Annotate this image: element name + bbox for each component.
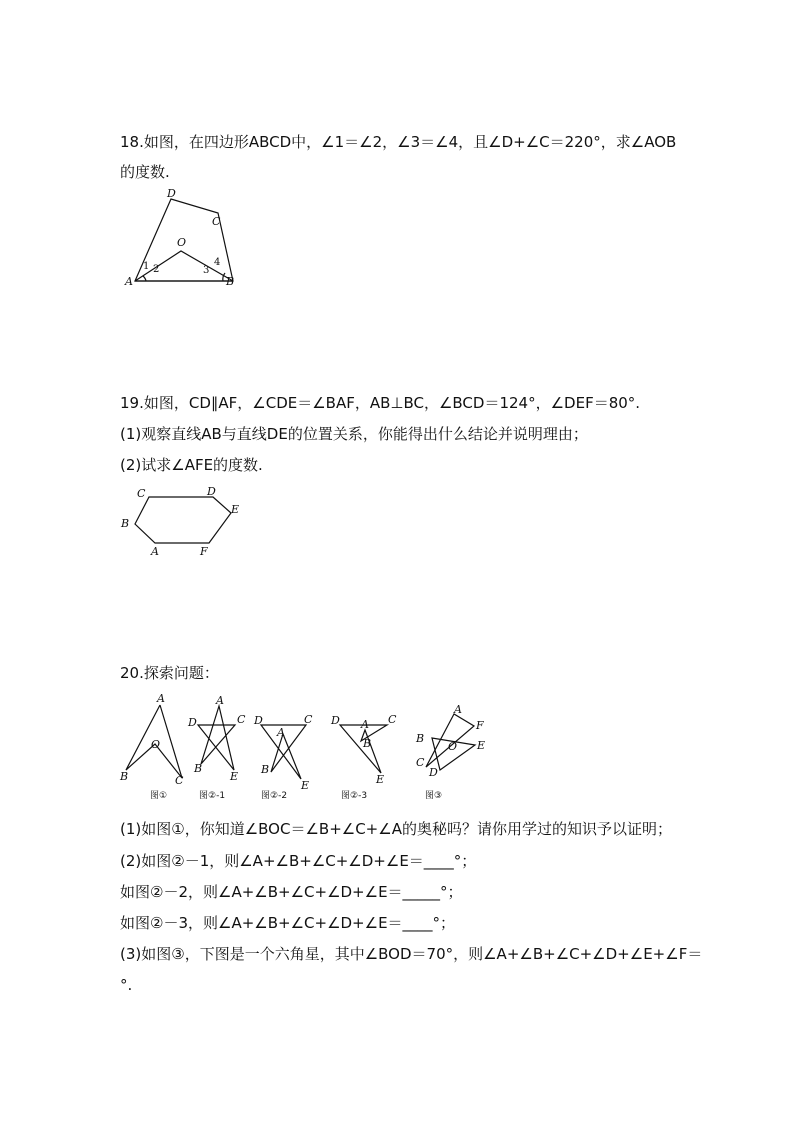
q20-fig22-label-d: D: [254, 714, 263, 727]
q20-fig21-label-a: A: [216, 694, 224, 707]
q18-label-angle1: 1: [143, 261, 150, 272]
q20-fig1-label-o: O: [151, 738, 161, 751]
q20-fig3-label-e: E: [477, 739, 486, 752]
q19-text-line3: (2)试求∠AFE的度数.: [120, 456, 263, 474]
q20-title: 20.探索问题：: [120, 664, 219, 682]
q20-fig3-caption: 图③: [425, 791, 443, 801]
q20-fig3-label-f: F: [476, 719, 484, 732]
q20-text-line3: 如图②－2，则∠A+∠B+∠C+∠D+∠E＝_____°；: [120, 883, 463, 901]
q20-fig3-label-d: D: [429, 766, 438, 779]
q20-fig22-label-e: E: [301, 779, 310, 792]
q20-fig3-label-b: B: [416, 732, 425, 745]
q18-label-o: O: [177, 236, 187, 249]
q19-label-d: D: [207, 485, 216, 498]
q20-figure-2-2: [253, 713, 313, 801]
q20-fig1-caption: 图①: [150, 791, 168, 801]
q20-figure-3: [415, 703, 485, 801]
q18-label-angle4: 4: [214, 257, 221, 268]
q20-text-line1: (1)如图①，你知道∠BOC＝∠B+∠C+∠A的奥秘吗？请你用学过的知识予以证明；: [120, 820, 672, 838]
q18-label-a: A: [125, 275, 133, 288]
q18-angle-mark-a: [143, 276, 146, 281]
q19-hexagon-figure: [115, 485, 255, 565]
q20-text-line5: (3)如图③，下图是一个六角星，其中∠BOD＝70°，则∠A+∠B+∠C+∠D+∠E+∠F＝: [120, 945, 703, 963]
q20-fig1-label-b: B: [120, 770, 129, 783]
q19-text-line2: (1)观察直线AB与直线DE的位置关系，你能得出什么结论并说明理由；: [120, 425, 588, 443]
q20-fig3-label-o: O: [448, 740, 458, 753]
q20-fig21-label-e: E: [230, 770, 239, 783]
q18-label-angle2: 2: [153, 264, 160, 275]
q20-fig22-caption: 图②-2: [261, 791, 288, 801]
q18-label-d: D: [167, 187, 176, 200]
q20-text-line6: °.: [120, 976, 133, 994]
q20-fig21-caption: 图②-1: [199, 791, 226, 801]
q18-quadrilateral-figure: [115, 185, 255, 295]
q20-fig22-label-a: A: [277, 726, 285, 739]
q20-figure-1: [119, 692, 184, 801]
q20-fig23-label-b: B: [363, 737, 372, 750]
q19-text-line1: 19.如图，CD∥AF，∠CDE＝∠BAF，AB⊥BC，∠BCD＝124°，∠DEF＝80°.: [120, 394, 641, 412]
q18-label-b: B: [226, 275, 235, 288]
q20-fig3-label-a: A: [454, 703, 462, 716]
q20-fig23-caption: 图②-3: [341, 791, 368, 801]
q20-fig23-label-c: C: [388, 713, 397, 726]
q20-text-line4: 如图②－3，则∠A+∠B+∠C+∠D+∠E＝____°；: [120, 914, 456, 932]
q20-figure-2-3: [330, 713, 397, 801]
q20-figure-2-1: [187, 694, 246, 801]
q19-label-c: C: [137, 487, 146, 500]
q20-fig21-label-d: D: [188, 716, 197, 729]
q19-hexagon-outline: [135, 497, 231, 543]
q20-fig3-label-c: C: [416, 756, 425, 769]
q20-fig1-label-c: C: [175, 774, 184, 787]
q20-fig21-star: [198, 706, 235, 770]
q18-label-c: C: [212, 215, 221, 228]
q19-label-b: B: [121, 517, 130, 530]
q20-fig21-label-b: B: [194, 762, 203, 775]
q20-fig21-label-c: C: [237, 713, 246, 726]
q20-fig23-label-d: D: [331, 714, 340, 727]
q19-label-f: F: [200, 545, 208, 558]
q18-text-line2: 的度数.: [120, 163, 170, 181]
q20-fig22-label-b: B: [261, 763, 270, 776]
q20-figures-strip: [115, 692, 486, 807]
q18-angle-mark-b: [223, 273, 225, 281]
q20-text-line2: (2)如图②－1，则∠A+∠B+∠C+∠D+∠E＝____°；: [120, 852, 477, 870]
q20-fig22-label-c: C: [304, 713, 313, 726]
q20-fig1-label-a: A: [157, 692, 165, 705]
q19-label-a: A: [151, 545, 159, 558]
q19-label-e: E: [231, 503, 240, 516]
q18-label-angle3: 3: [203, 265, 210, 276]
q20-fig23-label-a: A: [361, 718, 369, 731]
q20-fig23-label-e: E: [376, 773, 385, 786]
q18-text-line1: 18.如图，在四边形ABCD中，∠1＝∠2，∠3＝∠4，且∠D+∠C＝220°，求∠AOB: [120, 133, 677, 151]
